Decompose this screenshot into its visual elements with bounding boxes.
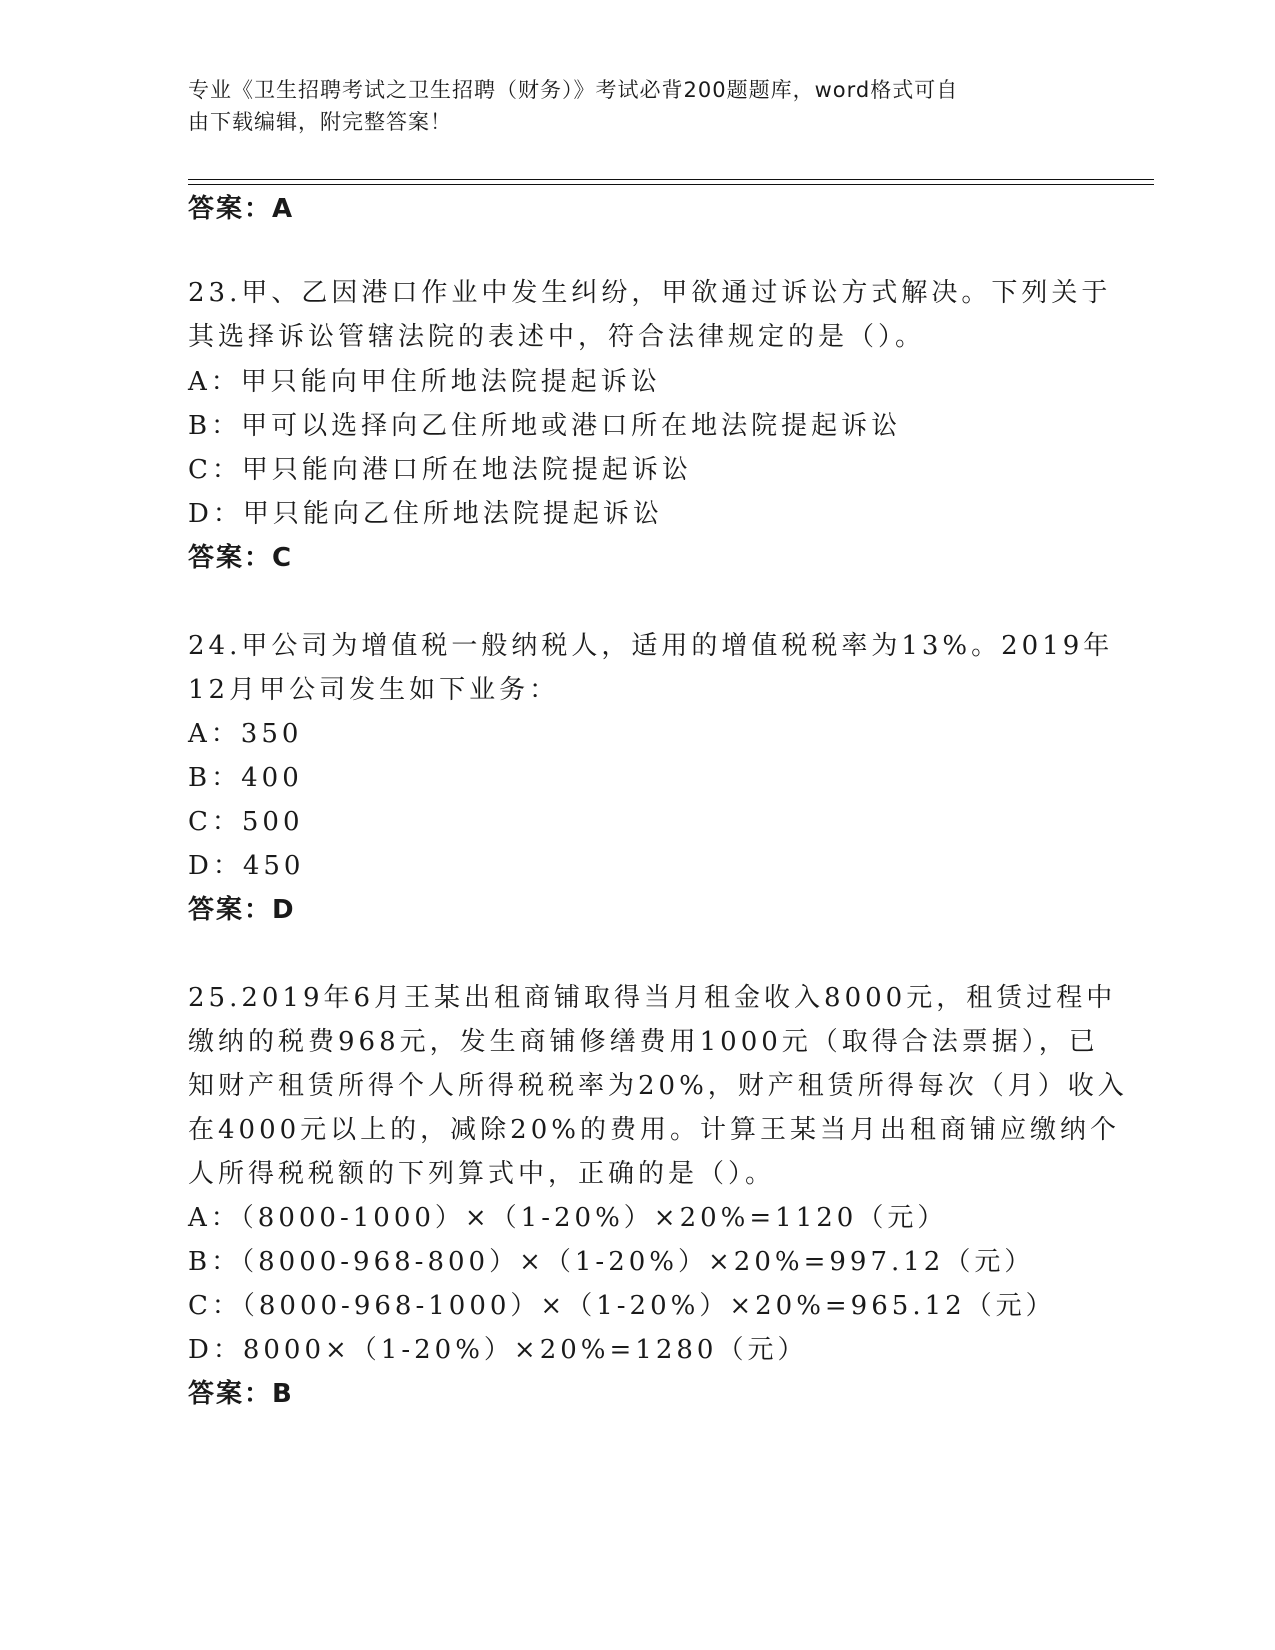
q23-answer: 答案：C xyxy=(188,543,294,573)
q25-stem-line-3: 知财产租赁所得个人所得税税率为20%，财产租赁所得每次（月）收入 xyxy=(188,1071,1128,1101)
q23-stem-line-2: 其选择诉讼管辖法院的表述中，符合法律规定的是（）。 xyxy=(188,322,926,352)
answer-prev: 答案：A xyxy=(188,194,295,224)
q23-stem-line-1: 23.甲、乙因港口作业中发生纠纷，甲欲通过诉讼方式解决。下列关于 xyxy=(188,278,1112,308)
q24-stem-line-1: 24.甲公司为增值税一般纳税人，适用的增值税税率为13%。2019年 xyxy=(188,631,1114,661)
header-divider-top xyxy=(188,179,1154,180)
q23-option-d: D：甲只能向乙住所地法院提起诉讼 xyxy=(188,499,663,529)
q25-option-a: A：（8000-1000）×（1-20%）×20%=1120（元） xyxy=(188,1203,948,1233)
header-line-2: 由下载编辑，附完整答案！ xyxy=(188,110,452,134)
q25-stem-line-1: 25.2019年6月王某出租商铺取得当月租金收入8000元，租赁过程中 xyxy=(188,983,1117,1013)
q23-option-b: B：甲可以选择向乙住所地或港口所在地法院提起诉讼 xyxy=(188,411,902,441)
q24-option-a: A：350 xyxy=(188,719,303,749)
q25-answer: 答案：B xyxy=(188,1379,294,1409)
q25-stem-line-2: 缴纳的税费968元，发生商铺修缮费用1000元（取得合法票据），已 xyxy=(188,1027,1099,1057)
q24-option-b: B：400 xyxy=(188,763,303,793)
q24-option-c: C：500 xyxy=(188,807,304,837)
q25-option-b: B：（8000-968-800）×（1-20%）×20%=997.12（元） xyxy=(188,1247,1035,1277)
header-line-1: 专业《卫生招聘考试之卫生招聘（财务）》考试必背200题题库，word格式可自 xyxy=(188,78,959,102)
q25-option-d: D：8000×（1-20%）×20%=1280（元） xyxy=(188,1335,808,1365)
q23-option-c: C：甲只能向港口所在地法院提起诉讼 xyxy=(188,455,692,485)
q23-option-a: A：甲只能向甲住所地法院提起诉讼 xyxy=(188,367,661,397)
document-header xyxy=(188,74,1068,138)
q24-answer: 答案：D xyxy=(188,895,296,925)
q25-option-c: C：（8000-968-1000）×（1-20%）×20%=965.12（元） xyxy=(188,1291,1056,1321)
header-divider-bottom xyxy=(188,184,1154,185)
q24-stem-line-2: 12月甲公司发生如下业务： xyxy=(188,675,560,705)
q24-option-d: D：450 xyxy=(188,851,305,881)
q25-stem-line-5: 人所得税税额的下列算式中，正确的是（）。 xyxy=(188,1159,776,1189)
q25-stem-line-4: 在4000元以上的，减除20%的费用。计算王某当月出租商铺应缴纳个 xyxy=(188,1115,1120,1145)
